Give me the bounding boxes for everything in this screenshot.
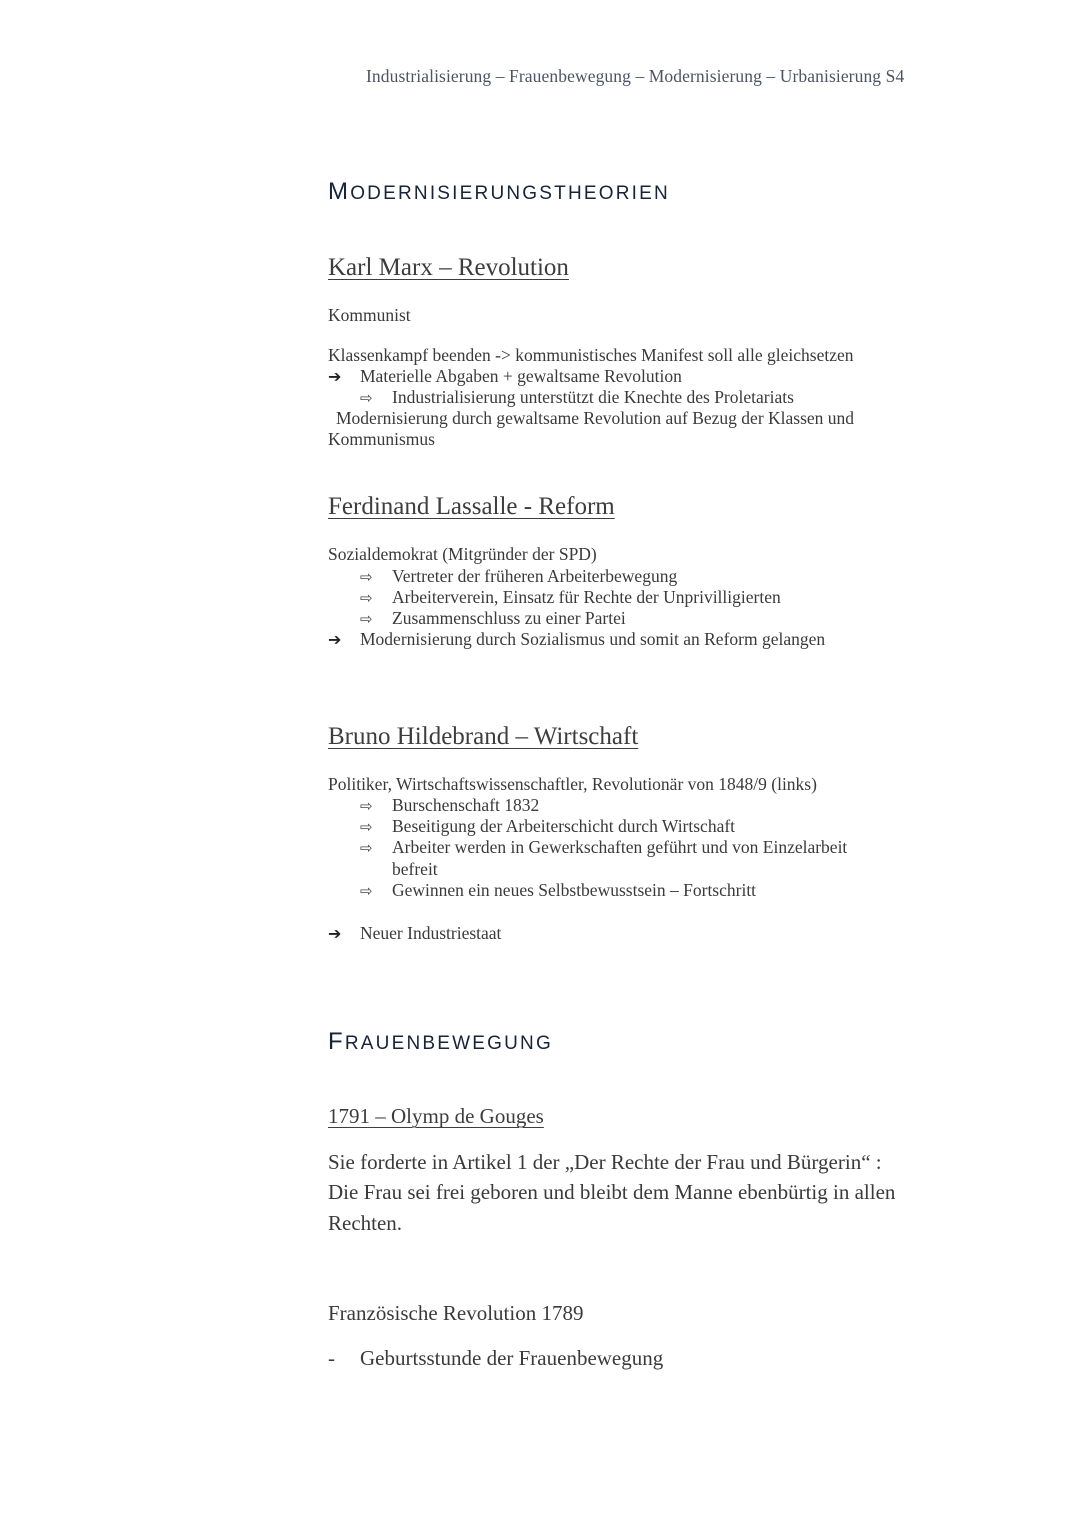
heading-lassalle: Ferdinand Lassalle - Reform [328,493,615,520]
revolution-item-text: Geburtsstunde der Frauenbewegung [360,1346,664,1370]
hollow-arrow-icon: ⇨ [360,610,373,628]
hildebrand-conclusion-text: Neuer Industriestaat [360,923,502,943]
lassalle-item-0 [360,566,677,587]
section-title-rest: RAUENBEWEGUNG [344,1033,553,1054]
arrow-right-icon: ➔ [328,630,342,649]
lassalle-item-1 [360,587,781,608]
hildebrand-item-1 [360,816,735,837]
marx-role: Kommunist [328,305,411,325]
hollow-arrow-icon: ⇨ [360,568,373,586]
hildebrand-role: Politiker, Wirtschaftswissenschaftler, Revolutionär von 1848/9 (links) [328,774,817,794]
heading-hildebrand: Bruno Hildebrand – Wirtschaft [328,723,639,750]
hollow-arrow-icon: ⇨ [360,839,373,857]
hildebrand-item-text: Beseitigung der Arbeiterschicht durch Wirtschaft [392,816,736,836]
revolution-item [328,1346,663,1371]
gouges-text-1: Sie forderte in Artikel 1 der „Der Rechte der Frau und Bürgerin“ : [328,1150,882,1174]
lassalle-item-text: Vertreter der früheren Arbeiterbewegung [392,566,678,586]
hollow-arrow-icon: ⇨ [360,818,373,836]
lassalle-item-text: Arbeiterverein, Einsatz für Rechte der Unprivilligierten [392,587,781,607]
heading-marx: Karl Marx – Revolution [328,254,569,281]
marx-line1: Klassenkampf beenden -> kommunistisches Manifest soll alle gleichsetzen [328,345,854,365]
hildebrand-item-2 [360,837,847,858]
page-header: Industrialisierung – Frauenbewegung – Modernisierung – Urbanisierung S4 [366,66,905,86]
marx-sub1-text: Industrialisierung unterstützt die Knechte des Proletariats [392,387,794,407]
marx-sub1 [360,387,794,408]
hildebrand-item-text: Gewinnen ein neues Selbstbewusstsein – Fortschritt [392,880,757,900]
hollow-arrow-icon: ⇨ [360,882,373,900]
gouges-text-2: Die Frau sei frei geboren und bleibt dem Manne ebenbürtig in allen [328,1180,896,1204]
lassalle-conclusion-text: Modernisierung durch Sozialismus und somit an Reform gelangen [360,629,826,649]
section-title-rest: ODERNISIERUNGSTHEORIEN [350,183,670,204]
hildebrand-item-text: Burschenschaft 1832 [392,795,540,815]
section-title-initial: F [328,1028,345,1055]
dash-bullet: - [328,1346,335,1370]
marx-line2b: Kommunismus [328,429,435,449]
section-title-modernisierungstheorien [328,178,670,206]
hollow-arrow-icon: ⇨ [360,389,373,407]
hildebrand-conclusion [328,923,501,944]
lassalle-item-2 [360,608,626,629]
hildebrand-item-0 [360,795,539,816]
lassalle-item-text: Zusammenschluss zu einer Partei [392,608,626,628]
hollow-arrow-icon: ⇨ [360,797,373,815]
marx-bullet1 [328,366,682,387]
heading-gouges: 1791 – Olymp de Gouges [328,1104,544,1128]
arrow-right-icon: ➔ [328,924,342,943]
lassalle-conclusion [328,629,825,650]
lassalle-role: Sozialdemokrat (Mitgründer der SPD) [328,544,597,564]
gouges-text-3: Rechten. [328,1211,403,1235]
hildebrand-item-3 [360,880,756,901]
arrow-right-icon: ➔ [328,367,342,386]
hollow-arrow-icon: ⇨ [360,589,373,607]
marx-line2a: Modernisierung durch gewaltsame Revolution auf Bezug der Klassen und [336,408,855,428]
hildebrand-item-text: Arbeiter werden in Gewerkschaften geführt und von Einzelarbeit [392,837,848,857]
section-title-frauenbewegung [328,1028,553,1056]
hildebrand-item-2-cont: befreit [392,859,438,879]
marx-bullet1-text: Materielle Abgaben + gewaltsame Revolution [360,366,682,386]
revolution-heading: Französische Revolution 1789 [328,1301,584,1325]
section-title-initial: M [328,178,351,205]
